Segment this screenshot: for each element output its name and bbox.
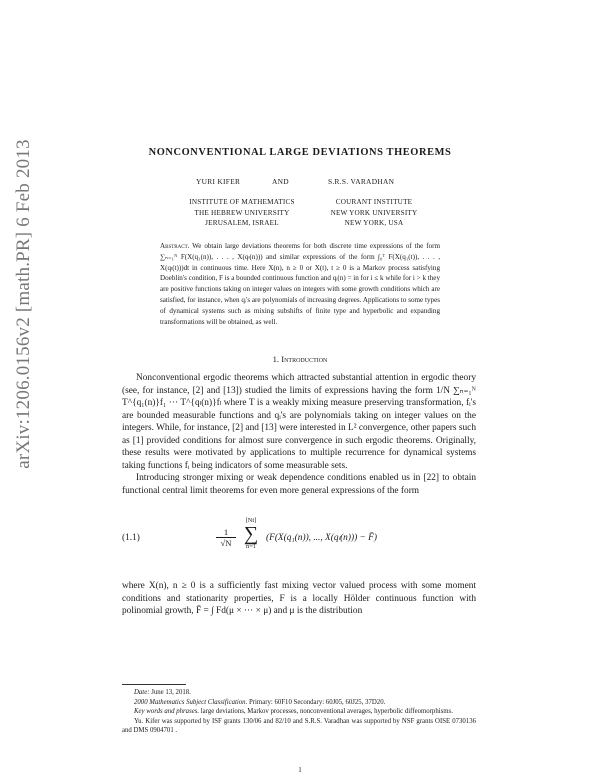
footnote-grants: Yu. Kifer was supported by ISF grants 130/06 and 82/10 and S.R.S. Varadhan was supported by NSF grants OISE 0730136 and DMS 0904701 . — [122, 717, 476, 735]
summation — [240, 517, 262, 551]
affiliation-line: INSTITUTE OF MATHEMATICS — [189, 198, 295, 206]
paragraph: Nonconventional ergodic theorems which attracted substantial attention in ergodic theory (see, for instance, [2] and [13]) studied the limits of expressions having the form 1/N ∑ₙ₌₁ᴺ T^{q₁(n)}f₁ ··· T^{qₗ(n)}fₗ where T is a weakly mixing measure preserving transformation, fᵢ's are bounded measurable functions and qᵢ's are polynomials taking on integer values on the integers. While, for instance, [2] and [13] were interested in L² convergence, other papers such as [1] provided conditions for almost sure convergence in such ergodic theorems. Originally, these results were motivated by applications to multiple recurrence for dynamical systems taking functions fᵢ being indicators of some measurable sets. — [122, 373, 476, 471]
footnote-date-value: June 13, 2018. — [151, 689, 191, 696]
arxiv-stamp — [2, 139, 46, 469]
footnote-msc — [122, 698, 476, 708]
arxiv-identifier: arXiv:1206.0156v2 [math.PR] 6 Feb 2013 — [13, 139, 34, 469]
affiliation-line: JERUSALEM, ISRAEL — [205, 219, 279, 227]
affiliation-varadhan — [314, 197, 434, 229]
abstract-label: Abstract. — [160, 242, 190, 250]
footnote-msc-label: 2000 Mathematics Subject Classification. — [134, 698, 248, 706]
sum-sigma: ∑ — [243, 523, 259, 545]
footnote-date-label: Date: — [134, 689, 150, 696]
sum-lower-limit: n=1 — [246, 543, 256, 550]
equation-fraction — [216, 527, 236, 549]
affiliation-kifer — [172, 197, 312, 229]
affiliation-line: NEW YORK UNIVERSITY — [330, 208, 418, 217]
author-varadhan: S.R.S. VARADHAN — [328, 177, 395, 186]
affiliation-line: COURANT INSTITUTE — [335, 198, 413, 206]
section-number: 1. — [272, 354, 280, 364]
section-title: Introduction — [281, 354, 328, 364]
page-number: 1 — [298, 766, 302, 774]
equation-number: (1.1) — [122, 533, 140, 543]
footnote-msc-value: Primary: 60F10 Secondary: 60J05, 60J25, 37D20. — [248, 698, 386, 706]
fraction-denominator: √N — [220, 538, 232, 548]
footnote-rule — [122, 684, 186, 685]
equation-1-1 — [122, 514, 476, 574]
fraction-numerator: 1 — [216, 527, 236, 538]
equation-body: (F(X(q₁(n)), ..., X(qₗ(n))) − F̄) — [266, 533, 377, 543]
footnote-date — [122, 688, 476, 698]
footnotes — [122, 688, 476, 736]
author-kifer: YURI KIFER — [196, 177, 241, 186]
affiliation-line: NEW YORK, USA — [344, 219, 404, 227]
post-equation-body — [122, 580, 476, 618]
paragraph: Introducing stronger mixing or weak dependence conditions enabled us in [22] to obtain functional central limit theorems for even more general expressions of the form — [122, 473, 476, 496]
affiliation-line: THE HEBREW UNIVERSITY — [194, 208, 290, 217]
footnote-keywords-value: large deviations, Markov processes, nonconventional averages, hyperbolic diffeomorphisms. — [200, 708, 453, 716]
footnote-keywords — [122, 707, 476, 717]
abstract-text: We obtain large deviations theorems for both discrete time expressions of the form ∑ₙ₌₁ᴺ F(X(q₁(n)), . . . , X(qₗ(n))) and similar expressions of the form ∫₀ᵀ F(X(q₁(t)), . . . , X(qₗ(t)))dt in continuous time. Here X(n), n ≥ 0 or X(t), t ≥ 0 is a Markov process satisfying Doeblin's condition, F is a bounded continuous function and qᵢ(n) = in for i ≤ k while for i > k they are positive functions taking on integer values on integers with some growth conditions which are satisfied, for instance, when qᵢ's are polynomials of increasing degrees. Applications to some types of dynamical systems such as mixing subshifts of finite type and hyperbolic and expanding transformations will be obtained, as well. — [160, 242, 440, 326]
author-conjunction: AND — [272, 177, 289, 186]
abstract — [160, 241, 440, 327]
paragraph: where X(n), n ≥ 0 is a sufficiently fast mixing vector valued process with some moment conditions and stationarity properties, F is a locally Hölder continuous function with polinomial growth, F̄ = ∫ Fd(μ × ··· × μ) and μ is the distribution — [122, 581, 476, 616]
paper-title: NONCONVENTIONAL LARGE DEVIATIONS THEOREMS — [148, 147, 452, 158]
sum-upper-limit: [Nt] — [245, 517, 257, 524]
introduction-body — [122, 372, 476, 497]
footnote-keywords-label: Key words and phrases. — [134, 708, 200, 716]
section-heading — [0, 354, 600, 364]
